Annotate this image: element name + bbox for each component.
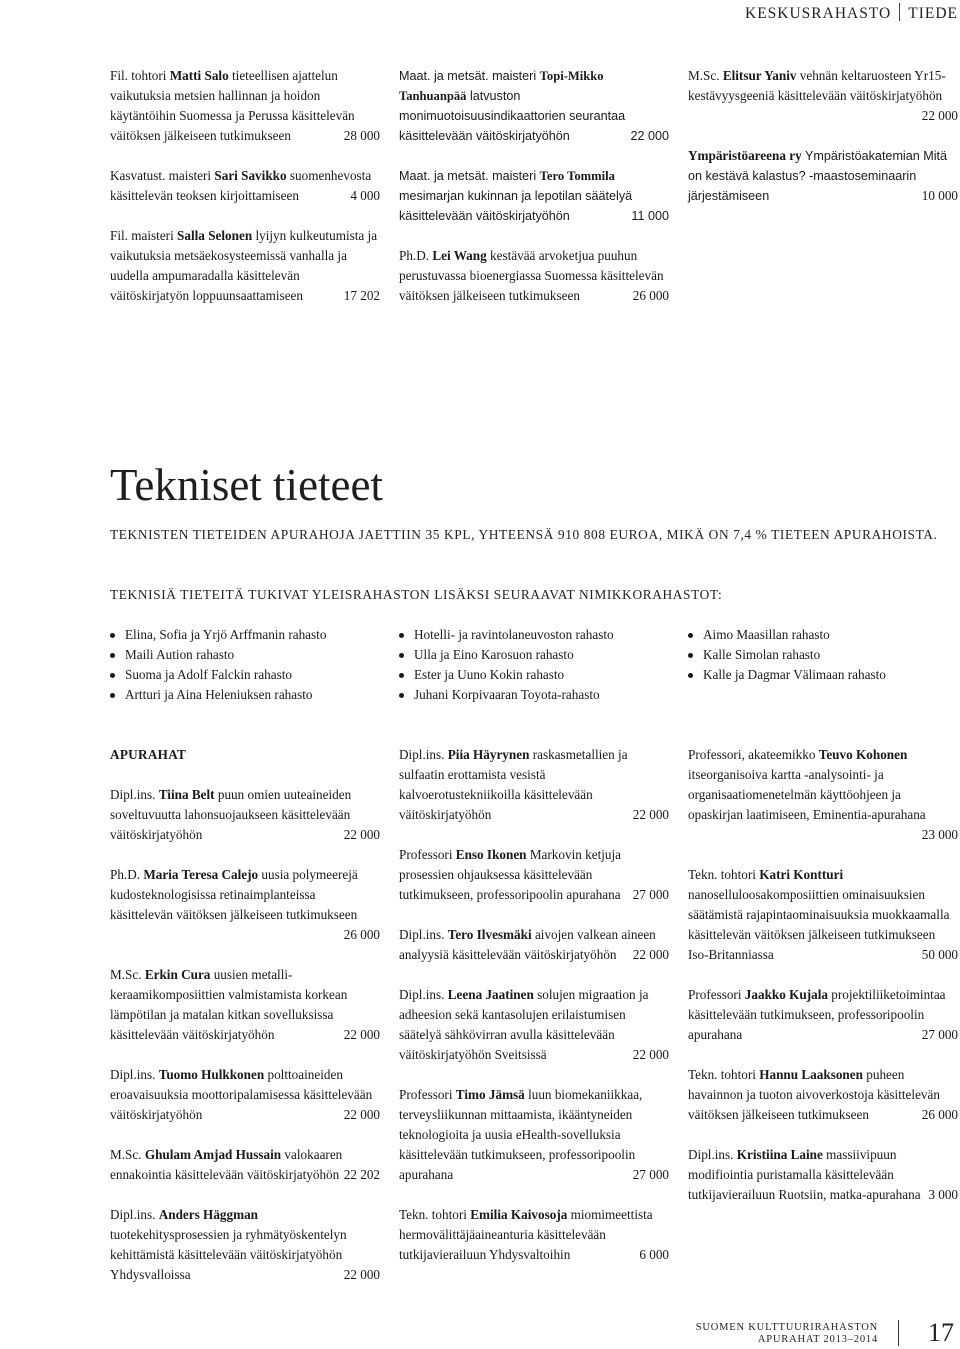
grant-amount: 17 202: [343, 288, 380, 303]
grant-amount: 10 000: [921, 188, 958, 203]
fund-list-col3: [688, 625, 886, 685]
grant-amount: 11 000: [631, 209, 669, 223]
grant-amount: 22 000: [343, 1027, 380, 1042]
list-item: Kalle ja Dagmar Välimaan rahasto: [688, 665, 886, 685]
grant-amount: 6 000: [639, 1247, 669, 1262]
fund-list-col1: [110, 625, 326, 705]
grant-amount: 3 000: [928, 1187, 958, 1202]
grant-entry: M.Sc. Erkin Cura uusien metalli-keraamikomposiittien valmistamista korkean lämpötilan ja matalan kitkan sovelluksissa käsittelevään väitöskirjatyöhön 22 000: [110, 965, 380, 1045]
footer-divider: [898, 1320, 899, 1346]
grant-entry: Fil. tohtori Matti Salo tieteellisen ajattelun vaikutuksia metsien hallinnan ja hoidon käytäntöihin Suomessa ja Perussa käsittelevän väitöksen jälkeiseen tutkimukseen 28 000: [110, 66, 380, 146]
list-item: Hotelli- ja ravintolaneuvoston rahasto: [399, 625, 614, 645]
grant-entry: Tekn. tohtori Katri Kontturi nanoselluloosakomposiittien ominaisuuksien säätämistä rajapintaominaisuuksia muokkaamalla käsittelevän väitöksen jälkeiseen tutkimukseen Iso-Britanniassa 50 000: [688, 865, 958, 965]
list-item: Aimo Maasillan rahasto: [688, 625, 886, 645]
grant-amount: 23 000: [921, 827, 958, 842]
list-item: Ester ja Uuno Kokin rahasto: [399, 665, 614, 685]
apurahat-col3: [688, 745, 958, 1225]
list-item: Suoma ja Adolf Falckin rahasto: [110, 665, 326, 685]
list-item: Artturi ja Aina Heleniuksen rahasto: [110, 685, 326, 705]
grant-amount: 27 000: [632, 887, 669, 902]
grant-amount: 26 000: [343, 927, 380, 942]
grant-entry: M.Sc. Ghulam Amjad Hussain valokaaren ennakointia käsittelevään väitöskirjatyöhön 22 202: [110, 1145, 380, 1185]
footer-publication: SUOMEN KULTTUURIRAHASTON: [695, 1322, 878, 1333]
grant-entry: Dipl.ins. Tero Ilvesmäki aivojen valkean aineen analyysiä käsittelevään väitöskirjatyöhön 22 000: [399, 925, 669, 965]
section-lead: TEKNISTEN TIETEIDEN APURAHOJA JAETTIIN 35 KPL, YHTEENSÄ 910 808 EUROA, MIKÄ ON 7,4 % TIETEEN APURAHOISTA.: [110, 527, 938, 542]
header-subsection: TIEDE: [908, 5, 958, 22]
grant-entry: Professori Enso Ikonen Markovin ketjuja prosessien ohjauksessa käsittelevään tutkimukseen, professoripoolin apurahana 27 000: [399, 845, 669, 905]
grant-entry: Dipl.ins. Kristiina Laine massiivipuun modifiointia puristamalla käsittelevään tutkijavierailuun Ruotsiin, matka-apurahana 3 000: [688, 1145, 958, 1205]
apurahat-heading: APURAHAT: [110, 747, 187, 762]
grant-entry: Fil. maisteri Salla Selonen lyijyn kulkeutumista ja vaikutuksia metsäekosysteemissä vanhalla ja uudella ampumaradalla käsittelevän väitöskirjatyön loppuunsaattamiseen 17 202: [110, 226, 380, 306]
grant-entry: Dipl.ins. Tuomo Hulkkonen polttoaineiden eroavaisuuksia moottoripalamisessa käsittelevään väitöskirjatyöhön 22 000: [110, 1065, 380, 1125]
list-item: Maili Aution rahasto: [110, 645, 326, 665]
fund-list-col2: [399, 625, 614, 705]
list-item: Kalle Simolan rahasto: [688, 645, 886, 665]
running-header: [745, 3, 958, 24]
footer-edition: APURAHAT 2013–2014: [757, 1334, 878, 1345]
apurahat-col2: [399, 745, 669, 1285]
header-divider: [899, 3, 900, 21]
grant-amount: 22 000: [632, 1047, 669, 1062]
grant-amount: 22 000: [630, 129, 669, 143]
grant-amount: 50 000: [921, 947, 958, 962]
list-item: Ulla ja Eino Karosuon rahasto: [399, 645, 614, 665]
grant-entry: Ph.D. Maria Teresa Calejo uusia polymeerejä kudosteknologisissa retinaimplanteissa käsittelevän väitöksen jälkeiseen tutkimukseen 26 000: [110, 865, 380, 945]
grant-amount: 26 000: [921, 1107, 958, 1122]
grant-amount: 4 000: [350, 188, 380, 203]
grant-entry: Ph.D. Lei Wang kestävää arvoketjua puuhun perustuvassa bioenergiassa Suomessa käsittelevän väitöksen jälkeiseen tutkimukseen 26 000: [399, 246, 669, 306]
section-title: Tekniset tieteet: [110, 460, 383, 510]
grant-amount: 27 000: [921, 1027, 958, 1042]
grant-amount: 22 000: [632, 947, 669, 962]
grant-entry: Dipl.ins. Anders Häggman tuotekehitysprosessien ja ryhmätyöskentelyn kehittämistä käsittelevään väitöskirjatyöhön Yhdysvalloissa 22 000: [110, 1205, 380, 1285]
grant-entry: M.Sc. Elitsur Yaniv vehnän keltaruosteen Yr15-kestävyysgeeniä käsittelevään väitöskirjatyöhön 22 000: [688, 66, 958, 126]
grant-entry: Professori, akateemikko Teuvo Kohonen itseorganisoiva kartta -analysointi- ja organisaatiomenetelmän käyttöohjeen ja opaskirjan laatimiseen, Eminentia-apurahana 23 000: [688, 745, 958, 845]
top-grants-col3: [688, 66, 958, 226]
list-item: Juhani Korpivaaran Toyota-rahasto: [399, 685, 614, 705]
top-grants-col1: [110, 66, 380, 326]
grant-amount: 22 000: [343, 1107, 380, 1122]
top-grants-col2: [399, 66, 669, 326]
grant-amount: 27 000: [632, 1167, 669, 1182]
grant-entry: Maat. ja metsät. maisteri Tero Tommila mesimarjan kukinnan ja lepotilan säätelyä käsittelevään väitöskirjatyöhön 11 000: [399, 166, 669, 226]
page-footer: [696, 1322, 878, 1346]
grant-entry: Tekn. tohtori Hannu Laaksonen puheen havainnon ja tuoton aivoverkostoja käsittelevän väitöksen jälkeiseen tutkimukseen 26 000: [688, 1065, 958, 1125]
grant-amount: 26 000: [632, 288, 669, 303]
grant-entry: Professori Timo Jämsä luun biomekaniikkaa, terveysliikunnan mittaamista, ikääntyneiden teknologioita ja uusia eHealth-sovelluksia käsittelevään tutkimukseen, professoripoolin apurahana 27 000: [399, 1085, 669, 1185]
grant-amount: 22 202: [343, 1167, 380, 1182]
list-item: Elina, Sofia ja Yrjö Arffmanin rahasto: [110, 625, 326, 645]
grant-amount: 22 000: [343, 1267, 380, 1282]
header-section: KESKUSRAHASTO: [745, 5, 892, 22]
grant-amount: 22 000: [632, 807, 669, 822]
grant-entry: Dipl.ins. Leena Jaatinen solujen migraation ja adheesion sekä kantasolujen erilaistumisen säätelyä sähkövirran avulla käsittelevään väitöskirjatyöhön Sveitsissä 22 000: [399, 985, 669, 1065]
grant-entry: Professori Jaakko Kujala projektiliiketoimintaa käsittelevään tutkimukseen, professoripoolin apurahana 27 000: [688, 985, 958, 1045]
grant-entry: Maat. ja metsät. maisteri Topi-Mikko Tanhuanpää latvuston monimuotoisuusindikaattorien seurantaa käsittelevään väitöskirjatyöhön 22 000: [399, 66, 669, 146]
grant-amount: 22 000: [921, 108, 958, 123]
grant-entry: Dipl.ins. Tiina Belt puun omien uuteaineiden soveltuvuutta lahonsuojaukseen käsittelevään väitöskirjatyöhön 22 000: [110, 785, 380, 845]
grant-entry: Kasvatust. maisteri Sari Savikko suomenhevosta käsittelevän teoksen kirjoittamiseen 4 000: [110, 166, 380, 206]
grant-amount: 22 000: [343, 827, 380, 842]
apurahat-col1: [110, 745, 380, 1305]
grant-amount: 28 000: [343, 128, 380, 143]
grant-entry: Ympäristöareena ry Ympäristöakatemian Mitä on kestävä kalastus? -maastoseminaarin järjestämiseen 10 000: [688, 146, 958, 206]
page-number: 17: [928, 1318, 954, 1347]
grant-entry: Tekn. tohtori Emilia Kaivosoja miomimeettista hermovälittäjäaineanturia käsittelevään tutkijavierailuun Yhdysvaltoihin 6 000: [399, 1205, 669, 1265]
funds-intro: TEKNISIÄ TIETEITÄ TUKIVAT YLEISRAHASTON LISÄKSI SEURAAVAT NIMIKKORAHASTOT:: [110, 587, 723, 602]
grant-entry: Dipl.ins. Piia Häyrynen raskasmetallien ja sulfaatin erottamista vesistä kalvoerotustekniikoilla käsittelevään väitöskirjatyöhön 22 000: [399, 745, 669, 825]
